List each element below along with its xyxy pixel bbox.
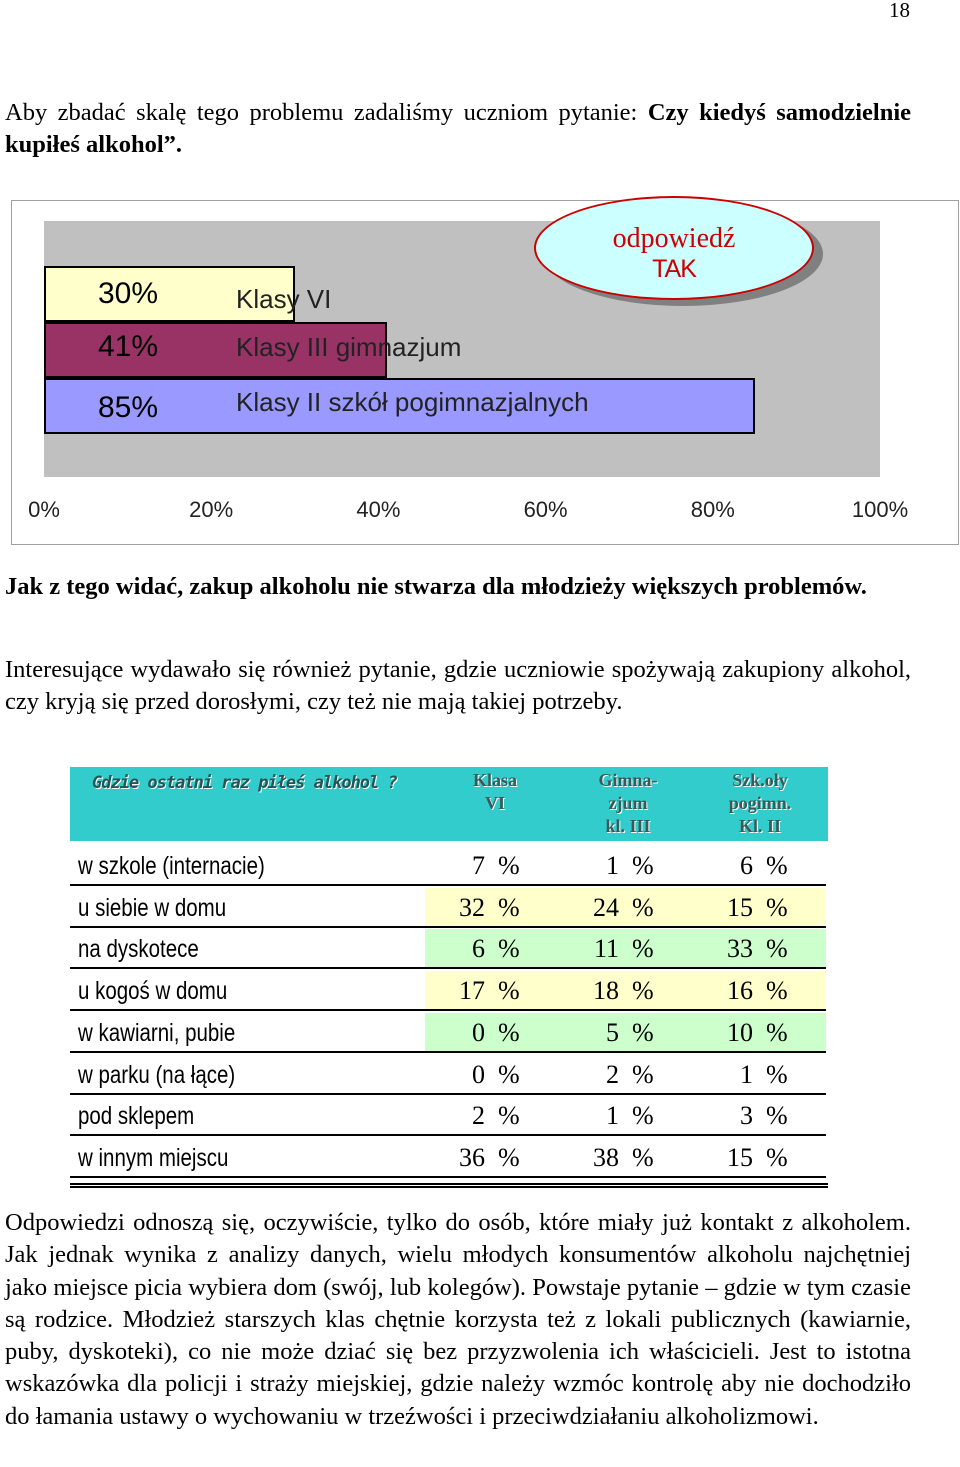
x-tick-label: 80% [690, 497, 735, 522]
cell-value: 33 [727, 934, 753, 964]
cell-value: 15 [727, 1142, 753, 1172]
row-label: u kogoś w domu [78, 977, 228, 1006]
percent-sign: % [632, 976, 654, 1006]
row-values [425, 888, 826, 926]
column-header-line: Gimna- [598, 770, 658, 790]
bar-category-label: Klasy III gimnazjum [236, 332, 462, 362]
column-header-szkoly-pogimnazjalne [715, 769, 805, 838]
percent-sign: % [766, 1059, 788, 1089]
table-row [70, 1096, 826, 1136]
row-values [425, 1138, 826, 1176]
percent-sign: % [632, 1101, 654, 1131]
second-question-paragraph: Interesujące wydawało się również pytanie, gdzie uczniowie spożywają zakupiony alkohol, czy kryją się przed dorosłymi, czy też nie mają takiej potrzeby. [5, 656, 911, 716]
row-values [425, 1096, 826, 1134]
table-row [70, 1055, 826, 1095]
bar-category-label: Klasy II szkół pogimnazjalnych [236, 387, 589, 417]
cell-value: 6 [472, 934, 485, 964]
percent-sign: % [498, 851, 520, 880]
row-values [425, 929, 826, 967]
x-tick-label: 40% [356, 497, 401, 522]
bar-value-label: 85% [97, 391, 159, 424]
legend-line-1: odpowiedź [612, 223, 736, 254]
cell-value: 7 [472, 851, 485, 880]
table-question: Gdzie ostatni raz piłeś alkohol ? [92, 773, 397, 793]
row-label: pod sklepem [78, 1102, 195, 1131]
percent-sign: % [498, 1017, 520, 1047]
row-label: na dyskotece [78, 935, 199, 964]
legend-oval [534, 196, 814, 300]
bar-category-label: Klasy VI [236, 284, 332, 314]
percent-sign: % [498, 1142, 520, 1172]
percent-sign: % [766, 934, 788, 964]
percent-sign: % [766, 976, 788, 1006]
table-row [70, 888, 826, 928]
percent-sign: % [632, 1017, 654, 1047]
x-tick-label: 0% [28, 497, 60, 522]
column-header-gimnazjum [583, 769, 673, 838]
cell-value: 2 [472, 1101, 485, 1131]
percent-sign: % [498, 892, 520, 922]
percent-sign: % [632, 1142, 654, 1172]
table-row [70, 846, 826, 886]
percent-sign: % [498, 976, 520, 1006]
column-header-line: zjum [608, 793, 648, 813]
column-header-line: VI [484, 793, 505, 813]
row-label: u siebie w domu [78, 893, 227, 922]
table-header [70, 767, 828, 841]
cell-value: 0 [472, 1059, 485, 1089]
percent-sign: % [766, 1017, 788, 1047]
column-header-line: kl. III [605, 816, 651, 836]
percent-sign: % [498, 1059, 520, 1089]
column-header-line: pogimn. [728, 793, 792, 813]
percent-sign: % [498, 1101, 520, 1131]
table-row [70, 1013, 826, 1053]
bar-value-label: 41% [97, 330, 159, 363]
percent-sign: % [766, 851, 788, 880]
column-header-line: Szk.oły [732, 770, 788, 790]
closing-paragraph: Odpowiedzi odnoszą się, oczywiście, tylko do osób, które miały już kontakt z alkoholem. Jak jednak wynika z analizy danych, wielu młodych konsumentów alkoholu najchętniej jako miejsce picia wybiera dom (swój, lub kolegów). Powstaje pytanie – gdzie w tym czasie są rodzice. Młodzież starszych klas chętnie korzysta też z lokali publicznych (kawiarnie, puby, dyskoteki), co nie może dziać się bez przyzwolenia ich właścicieli. Jest to istotna wskazówka dla policji i straży miejskiej, gdzie należy wzmóc kontrolę aby nie dochodziło do łamania ustawy o wychowaniu w trzeźwości i przeciwdziałaniu alkoholizmowi. [5, 1209, 911, 1430]
percent-sign: % [766, 1101, 788, 1131]
conclusion-paragraph: Jak z tego widać, zakup alkoholu nie stwarza dla młodzieży większych problemów. [5, 573, 867, 600]
row-values [425, 846, 826, 884]
x-tick-label: 60% [523, 497, 568, 522]
percent-sign: % [766, 892, 788, 922]
row-label: w parku (na łące) [78, 1060, 236, 1089]
row-label: w szkole (internacie) [78, 852, 265, 880]
x-tick-label: 20% [189, 497, 234, 522]
column-header-line: Kl. II [738, 816, 781, 836]
table-row [70, 929, 826, 969]
page-number: 18 [889, 0, 910, 22]
legend-line-2: TAK [652, 255, 696, 283]
cell-value: 6 [740, 851, 753, 880]
cell-value: 15 [727, 892, 753, 922]
column-header-klasa-vi [455, 769, 535, 815]
percent-sign: % [632, 851, 654, 880]
row-values [425, 971, 826, 1009]
cell-value: 11 [593, 934, 619, 964]
cell-value: 1 [606, 1101, 619, 1131]
percent-sign: % [632, 892, 654, 922]
table-row [70, 1138, 826, 1178]
column-header-line: Klasa [472, 770, 517, 790]
cell-value: 16 [727, 976, 753, 1006]
question-text: Czy kiedyś samodzielnie kupiłeś alkohol”. [5, 99, 912, 159]
row-values [425, 1013, 826, 1051]
cell-value: 5 [606, 1017, 619, 1047]
table-row [70, 971, 826, 1011]
percent-sign: % [766, 1142, 788, 1172]
percent-sign: % [632, 934, 654, 964]
cell-value: 3 [740, 1101, 753, 1131]
cell-value: 38 [593, 1142, 619, 1172]
cell-value: 32 [459, 892, 485, 922]
cell-value: 10 [727, 1017, 753, 1047]
intro-text: Aby zbadać skalę tego problemu zadaliśmy uczniom pytanie: [5, 99, 648, 126]
cell-value: 24 [593, 892, 619, 922]
percent-sign: % [498, 934, 520, 964]
bar-value-label: 30% [97, 277, 159, 310]
cell-value: 18 [593, 976, 619, 1006]
table-bottom-rule [70, 1183, 828, 1188]
cell-value: 36 [459, 1142, 485, 1172]
cell-value: 0 [472, 1017, 485, 1047]
x-tick-label: 100% [851, 497, 909, 522]
cell-value: 1 [740, 1059, 753, 1089]
cell-value: 1 [606, 851, 619, 880]
cell-value: 2 [606, 1059, 619, 1089]
row-label: w innym miejscu [78, 1143, 229, 1172]
row-label: w kawiarni, pubie [78, 1018, 236, 1047]
row-values [425, 1055, 826, 1093]
percent-sign: % [632, 1059, 654, 1089]
cell-value: 17 [459, 976, 485, 1006]
intro-paragraph [5, 97, 911, 162]
